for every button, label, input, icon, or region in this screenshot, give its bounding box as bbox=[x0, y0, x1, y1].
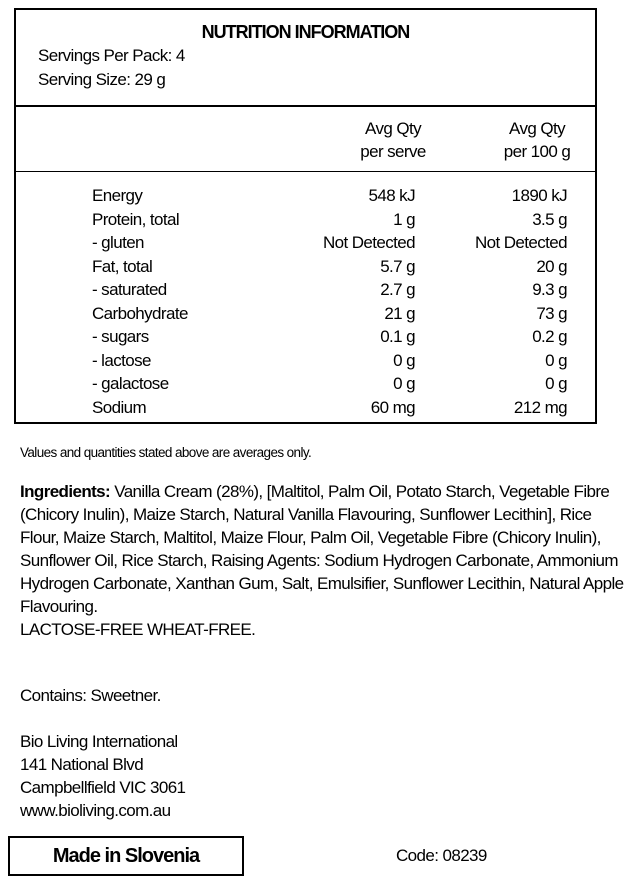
panel-title: NUTRITION INFORMATION bbox=[201, 22, 410, 42]
nutrition-panel bbox=[14, 8, 597, 424]
nutrient-row bbox=[16, 398, 595, 421]
nutrient-name: - saturated bbox=[92, 280, 167, 299]
nutrient-per-serve: 0.1 g bbox=[380, 327, 415, 346]
nutrient-per-100g: 0.2 g bbox=[532, 327, 567, 346]
nutrient-per-100g: 3.5 g bbox=[532, 209, 567, 229]
contains-statement: Contains: Sweetner. bbox=[20, 686, 161, 705]
website: www.bioliving.com.au bbox=[20, 801, 171, 820]
nutrient-per-serve: 548 kJ bbox=[368, 186, 415, 205]
nutrient-name: - gluten bbox=[92, 233, 144, 252]
address-block bbox=[20, 730, 185, 822]
ingredients-label: Ingredients: bbox=[20, 482, 111, 501]
city-address: Campbellfield VIC 3061 bbox=[20, 778, 186, 797]
nutrient-per-100g: 0 g bbox=[545, 374, 567, 393]
nutrient-row bbox=[16, 233, 595, 256]
col-per-100g-header bbox=[482, 117, 592, 163]
nutrient-name: - lactose bbox=[92, 350, 151, 370]
nutrient-per-100g: 9.3 g bbox=[532, 280, 567, 299]
nutrient-row bbox=[16, 280, 595, 303]
nutrient-per-serve: 21 g bbox=[384, 303, 415, 323]
company-name: Bio Living International bbox=[20, 732, 178, 751]
nutrient-name: Protein, total bbox=[92, 209, 180, 229]
nutrient-per-100g: 73 g bbox=[536, 303, 567, 323]
nutrient-row bbox=[16, 210, 595, 233]
ingredients-block bbox=[20, 480, 630, 641]
nutrient-row bbox=[16, 304, 595, 327]
col-per-serve-line1: Avg Qty bbox=[365, 119, 421, 138]
nutrient-per-100g: 20 g bbox=[536, 256, 567, 276]
col-per-serve-line2: per serve bbox=[360, 142, 426, 161]
serving-size: Serving Size: 29 g bbox=[38, 70, 166, 89]
nutrient-per-serve: 0 g bbox=[393, 374, 415, 393]
nutrient-row bbox=[16, 327, 595, 350]
ingredients-text: Vanilla Cream (28%), [Maltitol, Palm Oil, Potato Starch, Vegetable Fibre (Chicory Inulin), Maize Starch, Natural Vanilla Flavouring, Sunflower Lecithin], Rice Flour, Maize Starch, Maltitol, Maize Flour, Palm Oil, Vegetable Fibre (Chicory Inulin), Sunflower Oil, Rice Starch, Raising Agents: Sodium Hydrogen Carbonate, Ammonium Hydrogen Carbonate, Xanthan Gum, Salt, Emulsifier, Sunflower Lecithin, Natural Apple Flavouring. bbox=[20, 482, 624, 616]
nutrient-per-serve: Not Detected bbox=[322, 233, 415, 252]
nutrient-row bbox=[16, 374, 595, 397]
street-address: 141 National Blvd bbox=[20, 755, 144, 774]
origin-box: Made in Slovenia bbox=[8, 836, 244, 876]
product-code: Code: 08239 bbox=[396, 846, 487, 865]
col-per-100g-line1: Avg Qty bbox=[509, 119, 565, 138]
nutrient-per-serve: 60 mg bbox=[370, 397, 415, 417]
nutrient-per-serve: 5.7 g bbox=[380, 256, 415, 276]
col-per-serve-header bbox=[338, 117, 448, 163]
nutrient-per-serve: 2.7 g bbox=[380, 280, 415, 299]
nutrient-row bbox=[16, 257, 595, 280]
col-per-100g-line2: per 100 g bbox=[503, 142, 571, 161]
column-headers bbox=[16, 107, 595, 172]
nutrient-per-100g: 212 mg bbox=[513, 397, 567, 417]
nutrient-name: - galactose bbox=[92, 374, 169, 393]
nutrient-name: Sodium bbox=[92, 397, 147, 417]
nutrient-row bbox=[16, 186, 595, 209]
nutrient-name: - sugars bbox=[92, 327, 149, 346]
panel-header bbox=[16, 10, 595, 107]
nutrient-name: Fat, total bbox=[92, 256, 153, 276]
nutrient-name: Energy bbox=[92, 186, 143, 205]
nutrient-per-serve: 1 g bbox=[393, 209, 415, 229]
free-from-statement: LACTOSE-FREE WHEAT-FREE. bbox=[20, 620, 256, 639]
nutrient-per-100g: 0 g bbox=[545, 350, 567, 370]
nutrient-per-100g: 1890 kJ bbox=[511, 186, 567, 205]
servings-per-pack: Servings Per Pack: 4 bbox=[38, 46, 185, 65]
nutrient-name: Carbohydrate bbox=[92, 303, 188, 323]
nutrient-per-serve: 0 g bbox=[393, 350, 415, 370]
nutrient-row bbox=[16, 351, 595, 374]
nutrient-per-100g: Not Detected bbox=[474, 233, 567, 252]
averages-note: Values and quantities stated above are averages only. bbox=[20, 445, 312, 460]
